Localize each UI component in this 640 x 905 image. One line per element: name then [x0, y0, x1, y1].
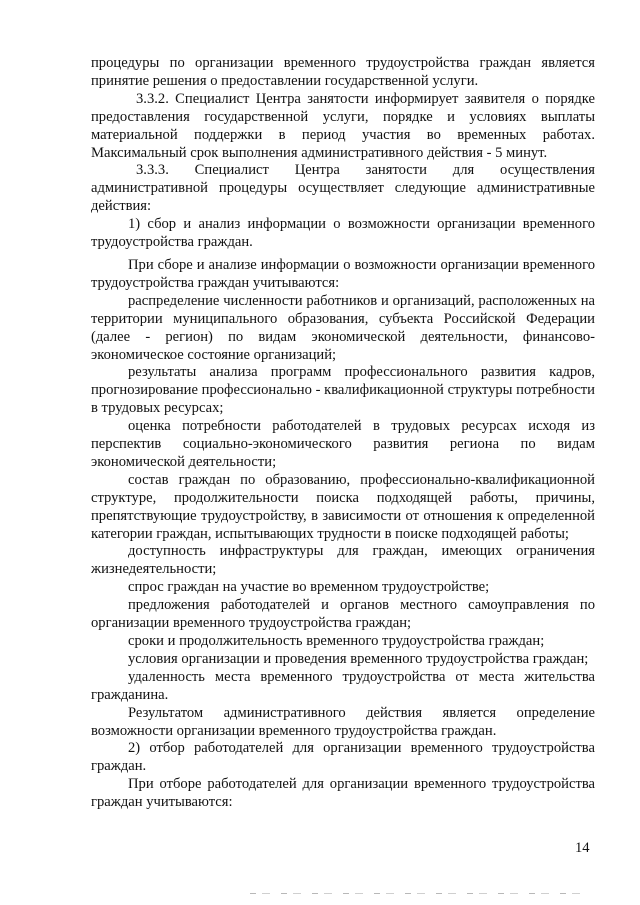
page-number: 14: [575, 840, 590, 856]
paragraph: результаты анализа программ профессионального развития кадров, прогнозирование профессионально - квалификационной структуры потребности в трудовых ресурсах;: [91, 364, 595, 417]
paragraph: оценка потребности работодателей в трудовых ресурсах исходя из перспектив социально-экономического развития региона по видам экономической деятельности;: [91, 418, 595, 470]
paragraph: распределение численности работников и организаций, расположенных на территории муниципального образования, субъекта Российской Федерации (далее - регион) по видам экономической деятельности, финансово-экономическое состояние организаций;: [91, 292, 595, 363]
paragraph: предложения работодателей и органов местного самоуправления по организации временного трудоустройства граждан;: [91, 597, 595, 632]
document-body: [91, 55, 595, 812]
scan-edge-divider: [250, 893, 590, 894]
paragraph: Результатом административного действия является определение возможности организации временного трудоустройства граждан.: [91, 704, 595, 739]
paragraph: доступность инфраструктуры для граждан, имеющих ограничения жизнедеятельности;: [91, 543, 595, 578]
paragraph: условия организации и проведения временного трудоустройства граждан;: [128, 650, 589, 667]
paragraph: 2) отбор работодателей для организации временного трудоустройства граждан.: [91, 740, 595, 775]
paragraph: 3.3.3. Специалист Центра занятости для осуществления административной процедуры осуществляет следующие административные действия:: [91, 162, 595, 215]
paragraph: 1) сбор и анализ информации о возможности организации временного трудоустройства граждан.: [91, 216, 595, 251]
paragraph: При сборе и анализе информации о возможности организации временного трудоустройства граждан учитываются:: [91, 256, 595, 291]
paragraph: процедуры по организации временного трудоустройства граждан является принятие решения о предоставлении государственной услуги.: [91, 55, 595, 89]
paragraph: сроки и продолжительность временного трудоустройства граждан;: [128, 633, 545, 649]
paragraph: спрос граждан на участие во временном трудоустройстве;: [128, 579, 490, 596]
paragraph: При отборе работодателей для организации временного трудоустройства граждан учитываются:: [91, 776, 595, 811]
paragraph: состав граждан по образованию, профессионально-квалификационной структуре, продолжительности поиска подходящей работы, причины, препятствующие трудоустройству, в зависимости от отношения к определенной категории граждан, испытывающих трудности в поиске подходящей работы;: [91, 471, 595, 542]
paragraph: 3.3.2. Специалист Центра занятости информирует заявителя о порядке предоставления государственной услуги, порядке и условиях выплаты материальной поддержки в период участия во временных работах. Максимальный срок выполнения административного действия - 5 минут.: [91, 90, 595, 161]
paragraph: удаленность места временного трудоустройства от места жительства гражданина.: [91, 668, 595, 703]
